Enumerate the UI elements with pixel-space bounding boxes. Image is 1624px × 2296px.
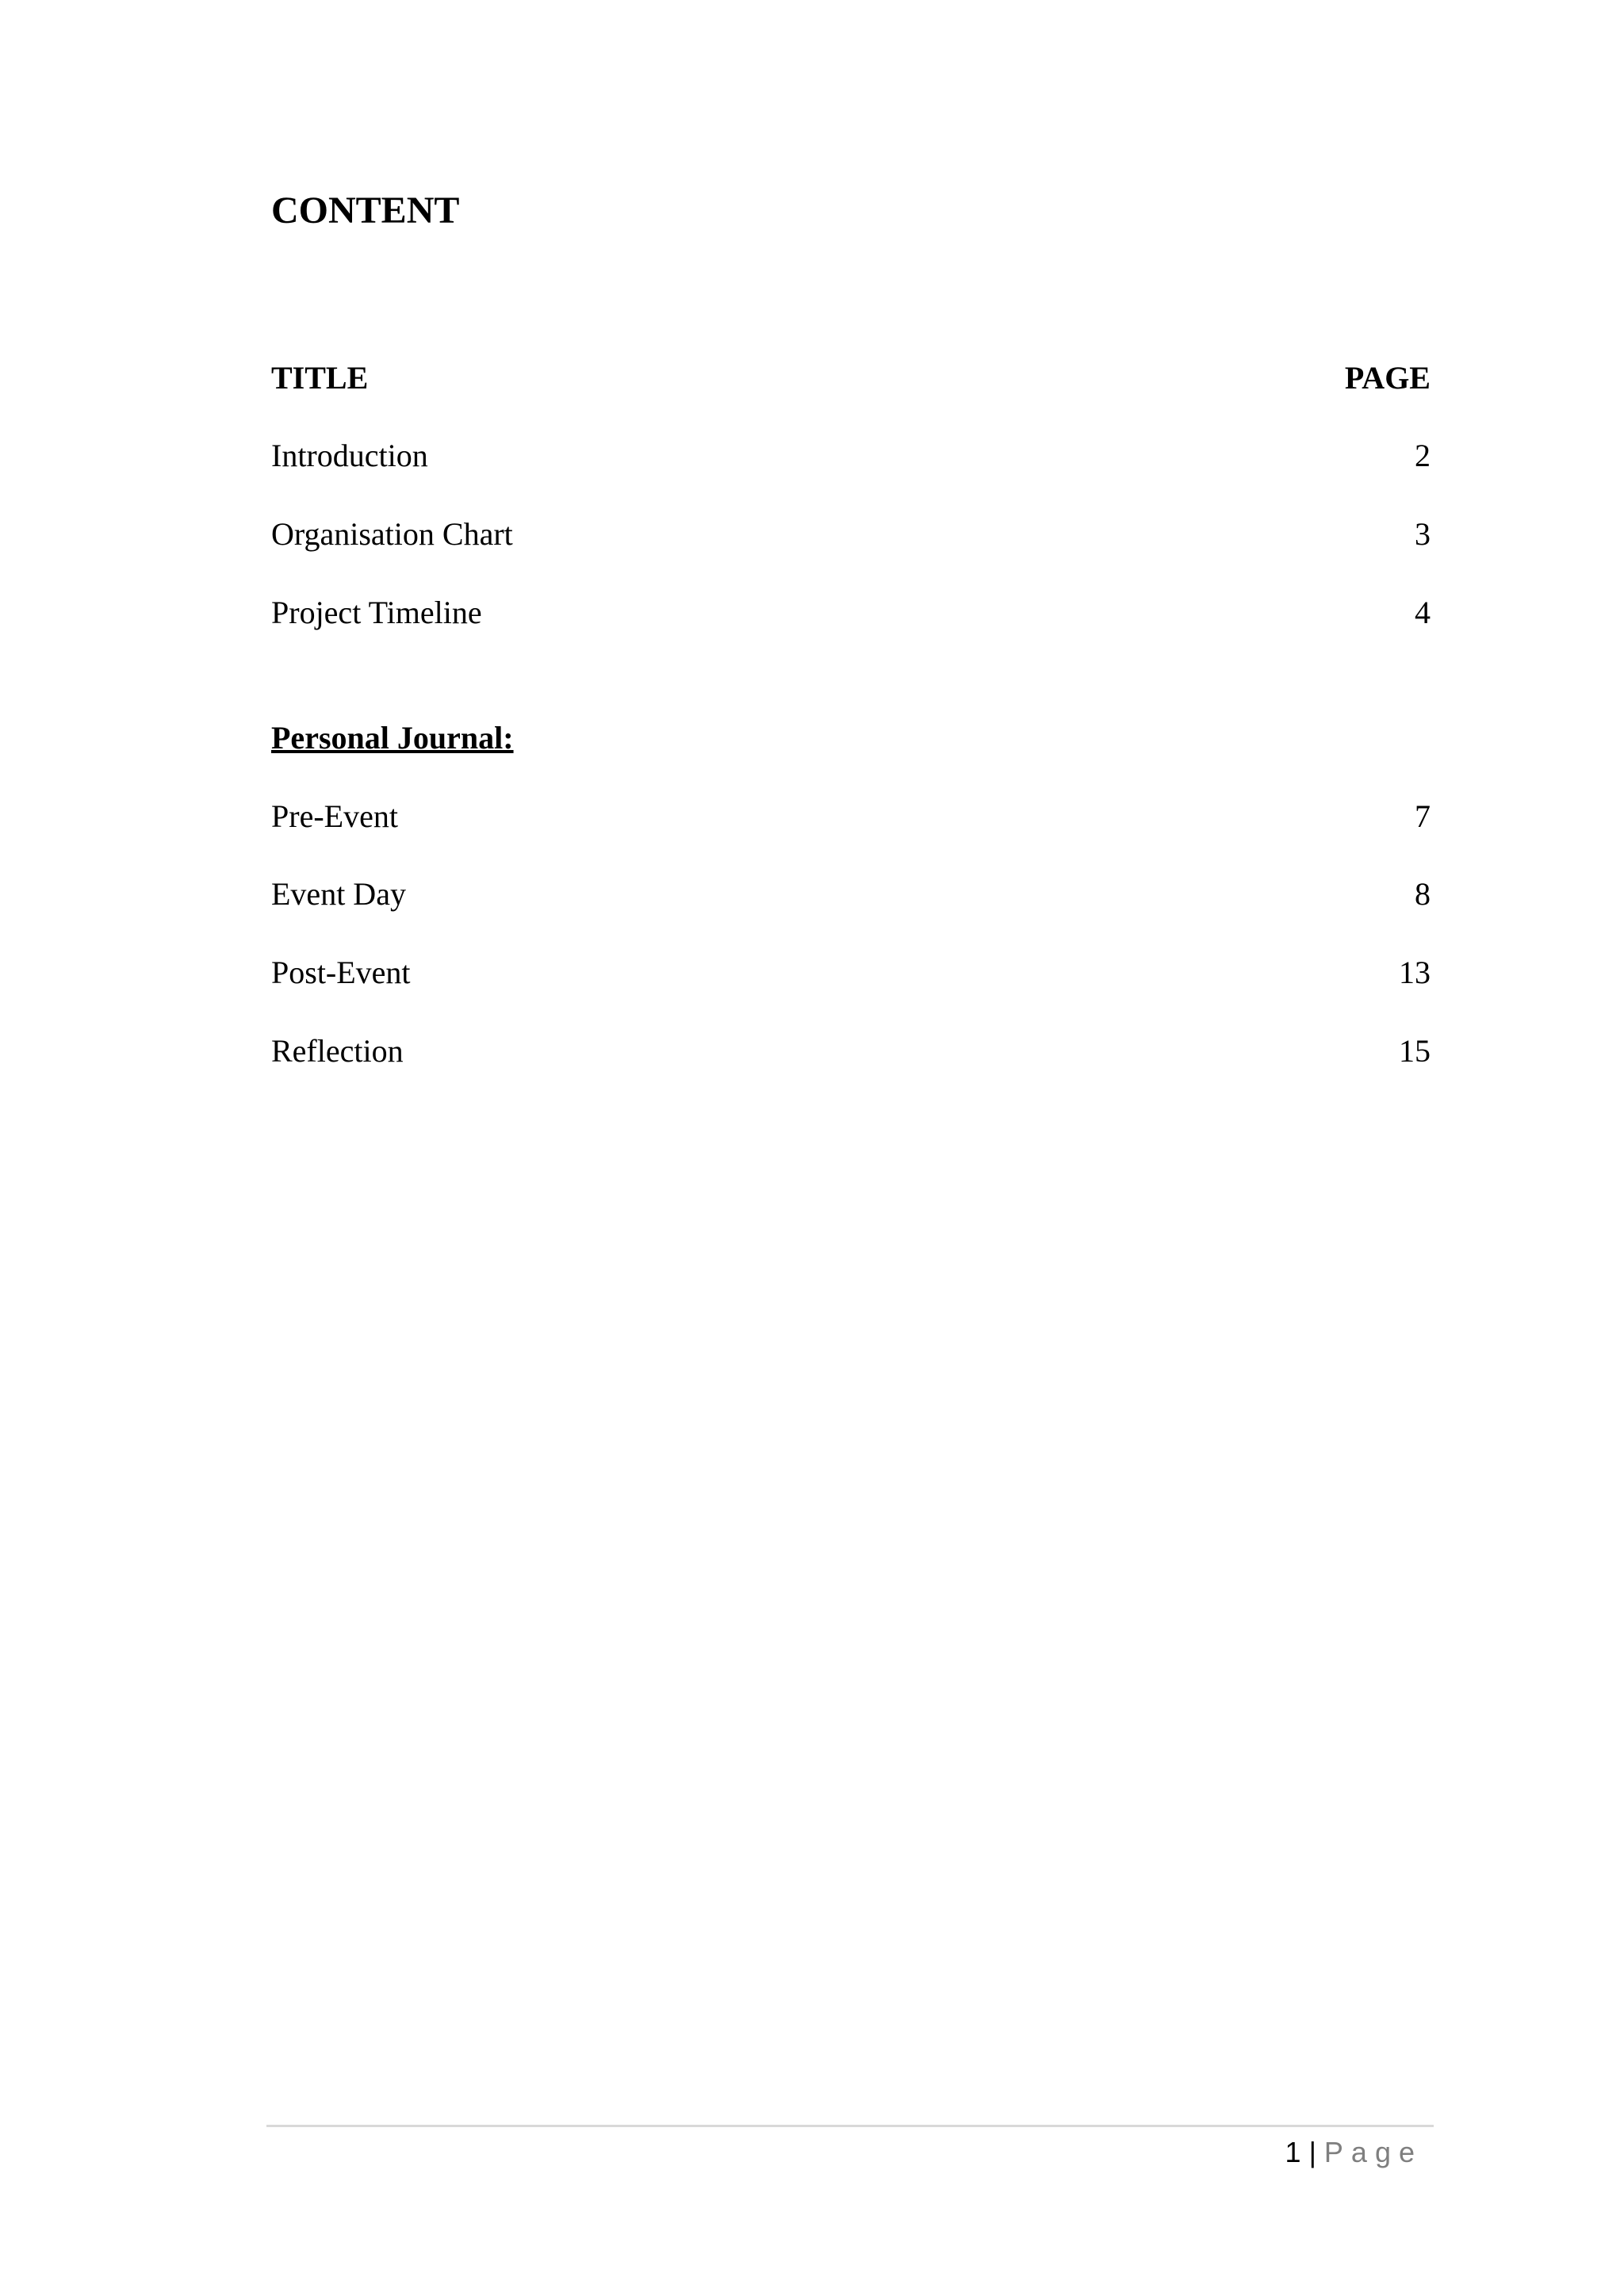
toc-entry-page: 7	[1415, 798, 1431, 834]
toc-entry-page: 3	[1415, 516, 1431, 552]
toc-entry-page: 15	[1399, 1033, 1431, 1069]
footer-page-word: Page	[1323, 2136, 1423, 2168]
toc-entry-title: Event Day	[271, 876, 406, 912]
toc-entry-page: 4	[1415, 595, 1431, 630]
toc-entry-page: 13	[1399, 955, 1431, 990]
toc-entry	[271, 589, 1431, 637]
toc-entry	[271, 511, 1431, 558]
toc-entry-title: Introduction	[271, 438, 428, 473]
toc-entry-title: Post-Event	[271, 955, 411, 990]
toc-title-column-header: TITLE	[271, 360, 369, 396]
footer-separator: |	[1308, 2136, 1316, 2168]
toc-entry-page: 8	[1415, 876, 1431, 912]
toc-entry-title: Project Timeline	[271, 595, 482, 630]
toc-entry-title: Pre-Event	[271, 798, 398, 834]
toc-entry-title: Organisation Chart	[271, 516, 513, 552]
section-title-personal-journal: Personal Journal:	[271, 720, 514, 756]
toc-entry-page: 2	[1415, 438, 1431, 473]
toc-entry-title: Reflection	[271, 1033, 404, 1069]
toc-header-row	[271, 354, 1431, 402]
toc-entry	[271, 871, 1431, 918]
toc-page-column-header: PAGE	[1344, 360, 1431, 396]
toc-entry	[271, 432, 1431, 480]
page-heading: CONTENT	[271, 189, 460, 232]
page-footer	[1285, 2133, 1423, 2172]
footer-page-number: 1	[1285, 2136, 1301, 2168]
toc-entry	[271, 949, 1431, 997]
footer-divider	[266, 2125, 1434, 2127]
toc-entry	[271, 1027, 1431, 1075]
toc-entry	[271, 793, 1431, 840]
